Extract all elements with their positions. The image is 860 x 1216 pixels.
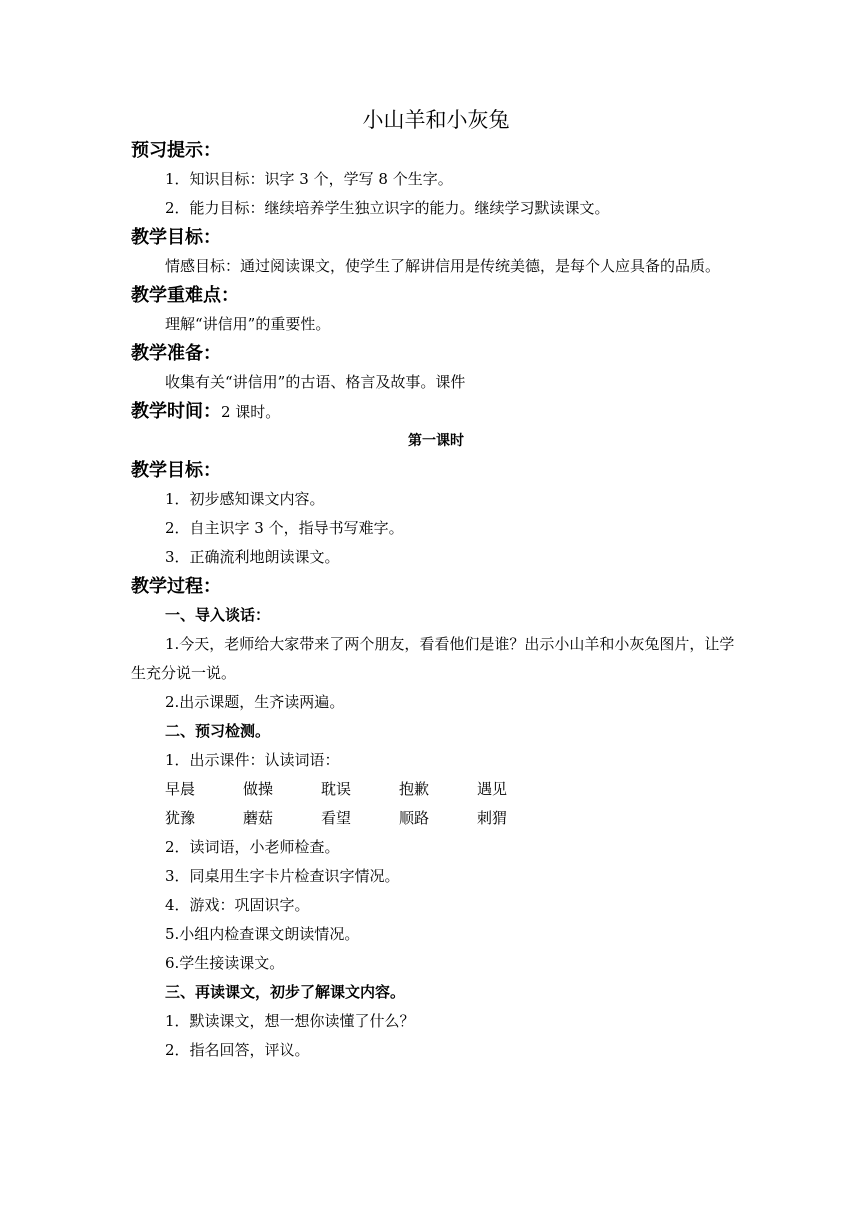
time-value: 2 课时。: [221, 403, 281, 421]
lesson1-goal: 1．初步感知课文内容。: [165, 490, 325, 508]
section-heading: 三、再读课文，初步了解课文内容。: [165, 983, 406, 1001]
key-points-heading: 教学重难点：: [131, 285, 239, 306]
word: 顺路: [399, 809, 430, 827]
word: 看望: [321, 809, 352, 827]
section-heading: 一、导入谈话：: [165, 606, 271, 624]
word: 做操: [243, 780, 274, 798]
section-item: 3．同桌用生字卡片检查识字情况。: [165, 867, 400, 885]
word: 抱歉: [399, 780, 430, 798]
preview-item: 1．知识目标：识字 3 个，学写 8 个生字。: [165, 170, 453, 188]
goals-heading: 教学目标：: [131, 227, 221, 248]
section-item: 6.学生接读课文。: [165, 954, 285, 972]
section-item: 1.今天，老师给大家带来了两个朋友，看看他们是谁？出示小山羊和小灰兔图片，让学生充分说一说。: [131, 635, 735, 682]
section-item: 2．读词语，小老师检查。: [165, 838, 340, 856]
preparation-text: 收集有关“讲信用”的古语、格言及故事。课件: [165, 373, 466, 391]
section-item: 1．默读课文，想一想你读懂了什么？: [165, 1012, 415, 1030]
lesson1-goal: 2．自主识字 3 个，指导书写难字。: [165, 519, 404, 537]
word: 遇见: [477, 780, 508, 798]
word-row: [131, 804, 741, 833]
key-points-text: 理解“讲信用”的重要性。: [165, 315, 331, 333]
word-row: [131, 775, 741, 804]
word: 耽误: [321, 780, 352, 798]
section-item: 4．游戏：巩固识字。: [165, 896, 310, 914]
preview-heading: 预习提示：: [131, 140, 221, 161]
word: 刺猬: [477, 809, 508, 827]
time-heading: 教学时间：: [131, 401, 221, 422]
word: 早晨: [165, 780, 196, 798]
document-page: [131, 104, 741, 1065]
section-item: 1．出示课件：认读词语：: [165, 751, 340, 769]
lesson1-title: 第一课时: [408, 433, 464, 449]
word: 蘑菇: [243, 809, 274, 827]
process-heading: 教学过程：: [131, 576, 221, 597]
document-title: 小山羊和小灰兔: [362, 108, 510, 132]
section-item: 2.出示课题，生齐读两遍。: [165, 693, 345, 711]
lesson1-goal: 3．正确流利地朗读课文。: [165, 548, 340, 566]
section-item: 2．指名回答，评议。: [165, 1041, 310, 1059]
time-line: [131, 397, 741, 426]
section-item: 5.小组内检查课文朗读情况。: [165, 925, 360, 943]
goals-text: 情感目标：通过阅读课文，使学生了解讲信用是传统美德，是每个人应具备的品质。: [165, 257, 721, 275]
lesson1-goals-heading: 教学目标：: [131, 460, 221, 481]
preview-item: 2．能力目标：继续培养学生独立识字的能力。继续学习默读课文。: [165, 199, 610, 217]
preparation-heading: 教学准备：: [131, 343, 221, 364]
word: 犹豫: [165, 809, 196, 827]
section-heading: 二、预习检测。: [165, 722, 271, 740]
